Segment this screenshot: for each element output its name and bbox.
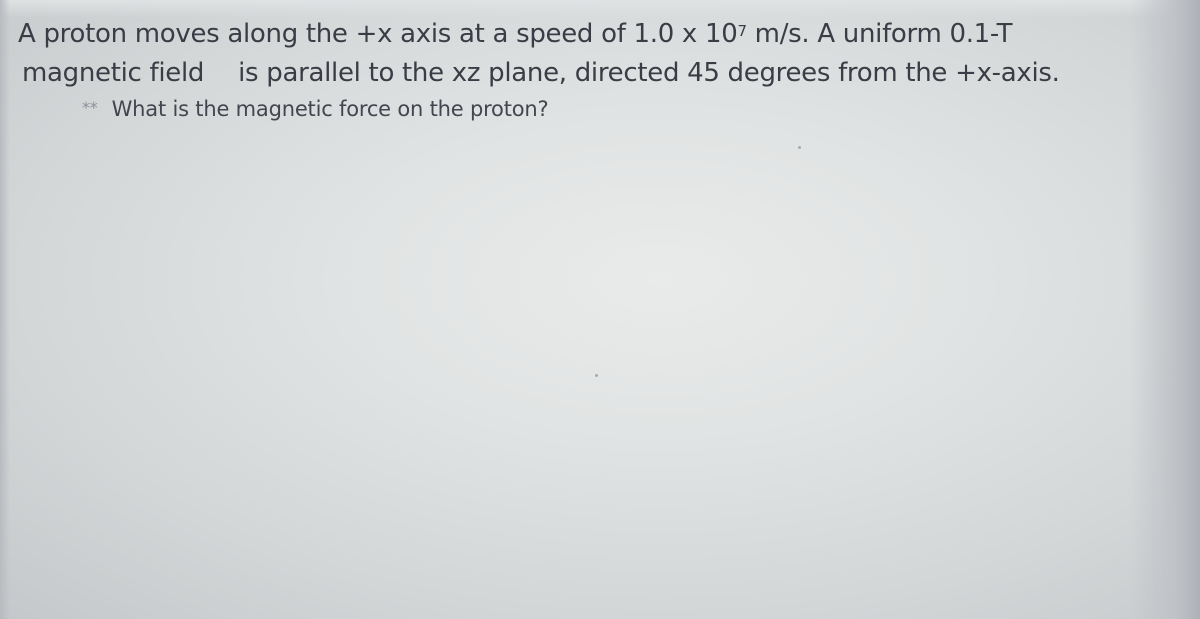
screen-edge-left <box>0 0 10 619</box>
problem-line-1 <box>18 14 1162 54</box>
problem-text <box>18 14 1162 125</box>
speed-exponent: 7 <box>737 22 747 40</box>
question-line <box>82 92 1162 125</box>
question-marker: ** <box>82 98 98 117</box>
dust-speck <box>595 374 598 377</box>
problem-line-2 <box>22 54 1162 92</box>
dust-speck <box>798 146 801 149</box>
problem-line-1-text: A proton moves along the +x axis at a speed of 1.0 x 10 <box>18 19 738 49</box>
problem-line-2-start: magnetic field <box>22 58 205 88</box>
problem-line-2-rest: is parallel to the xz plane, directed 45 degrees from the +x-axis. <box>238 58 1060 88</box>
problem-line-1-tail: m/s. A uniform 0.1-T <box>746 19 1013 49</box>
question-text: What is the magnetic force on the proton? <box>111 97 549 121</box>
